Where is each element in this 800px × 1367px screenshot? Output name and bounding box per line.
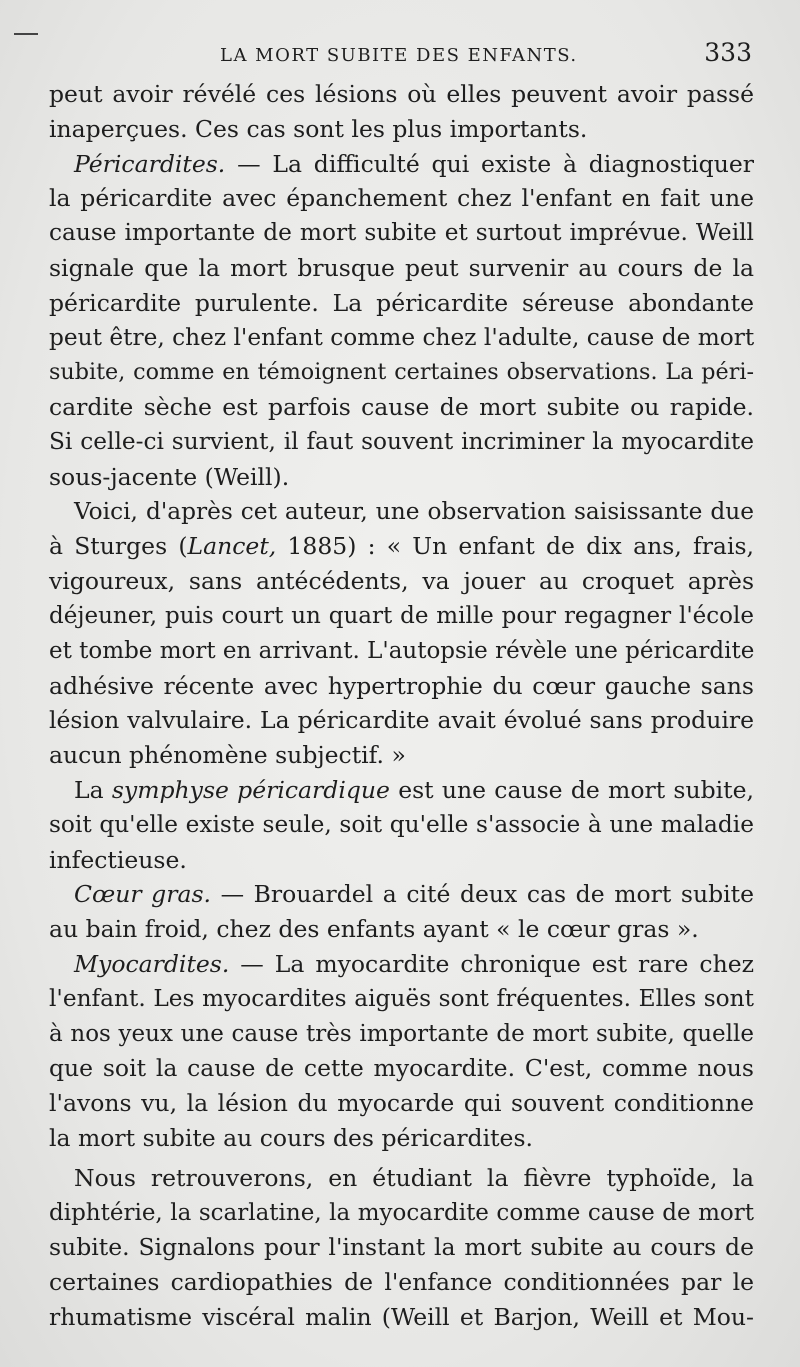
text-line: La symphyse péricardique est une cause de mort subite,	[74, 775, 754, 804]
text-line: vigoureux, sans antécédents, va jouer au croquet après	[49, 567, 754, 596]
text-line: diphtérie, la scarlatine, la myocardite comme cause de mort	[49, 1199, 754, 1226]
text-line: la mort subite au cours des péricardites.	[49, 1123, 533, 1152]
text-line: signale que la mort brusque peut survenir au cours de la	[49, 253, 754, 282]
text-line: cause importante de mort subite et surtout imprévue. Weill	[49, 219, 754, 247]
text-line: que soit la cause de cette myocardite. C'est, comme nous	[49, 1054, 754, 1083]
text-line: la péricardite avec épanchement chez l'enfant en fait une	[49, 184, 754, 213]
running-title: LA MORT SUBITE DES ENFANTS.	[220, 45, 578, 66]
text-line: Nous retrouverons, en étudiant la fièvre typhoïde, la	[74, 1163, 754, 1192]
text-line: Voici, d'après cet auteur, une observation saisissante due	[74, 497, 754, 525]
text-line: soit qu'elle existe seule, soit qu'elle s'associe à une maladie	[49, 810, 754, 838]
text-line: péricardite purulente. La péricardite séreuse abondante	[49, 288, 754, 317]
text-line: Si celle-ci survient, il faut souvent incriminer la myocardite	[49, 427, 754, 455]
text-line: lésion valvulaire. La péricardite avait évolué sans produire	[49, 706, 754, 735]
text-line: adhésive récente avec hypertrophie du cœur gauche sans	[49, 671, 754, 700]
citation-title: Lancet,	[187, 532, 277, 561]
section-heading: Cœur gras.	[74, 880, 211, 909]
text-line: subite. Signalons pour l'instant la mort subite au cours de	[49, 1233, 754, 1262]
italic-term: symphyse péricardique	[111, 775, 390, 804]
body-text	[49, 77, 754, 1335]
text-line: aucun phénomène subjectif. »	[49, 741, 406, 770]
text-line: Péricardites. — La difficulté qui existe à diagnostiquer	[74, 149, 754, 178]
text-line: déjeuner, puis court un quart de mille pour regagner l'école	[49, 602, 754, 629]
text-line: subite, comme en témoignent certaines observations. La péri-	[49, 359, 754, 386]
text-line: à Sturges (Lancet, 1885) : « Un enfant de dix ans, frais,	[49, 532, 754, 561]
text-line: au bain froid, chez des enfants ayant « le cœur gras ».	[49, 915, 699, 944]
page-number: 333	[704, 38, 752, 67]
text-line: peut être, chez l'enfant comme chez l'adulte, cause de mort	[49, 323, 755, 351]
text-line: Cœur gras. — Brouardel a cité deux cas de mort subite	[74, 880, 755, 909]
margin-dash	[14, 33, 38, 35]
text-line: inaperçues. Ces cas sont les plus importants.	[49, 114, 588, 143]
text-line: à nos yeux une cause très importante de mort subite, quelle	[49, 1020, 754, 1047]
text-line: Myocardites. — La myocardite chronique est rare chez	[74, 949, 754, 978]
text-line: infectieuse.	[49, 845, 187, 874]
section-heading: Péricardites.	[74, 149, 226, 178]
text-line: certaines cardiopathies de l'enfance conditionnées par le	[49, 1268, 754, 1297]
page-header	[50, 38, 752, 72]
text-line: cardite sèche est parfois cause de mort subite ou rapide.	[49, 393, 754, 422]
text-line: rhumatisme viscéral malin (Weill et Barjon, Weill et Mou-	[49, 1302, 754, 1331]
text-line: et tombe mort en arrivant. L'autopsie révèle une péricardite	[49, 637, 755, 664]
text-line: peut avoir révélé ces lésions où elles peuvent avoir passé	[49, 80, 754, 108]
text-line: l'avons vu, la lésion du myocarde qui souvent conditionne	[49, 1089, 754, 1118]
text-line: sous-jacente (Weill).	[49, 462, 290, 491]
text-line: l'enfant. Les myocardites aiguës sont fréquentes. Elles sont	[49, 984, 754, 1012]
section-heading: Myocardites.	[74, 949, 230, 978]
